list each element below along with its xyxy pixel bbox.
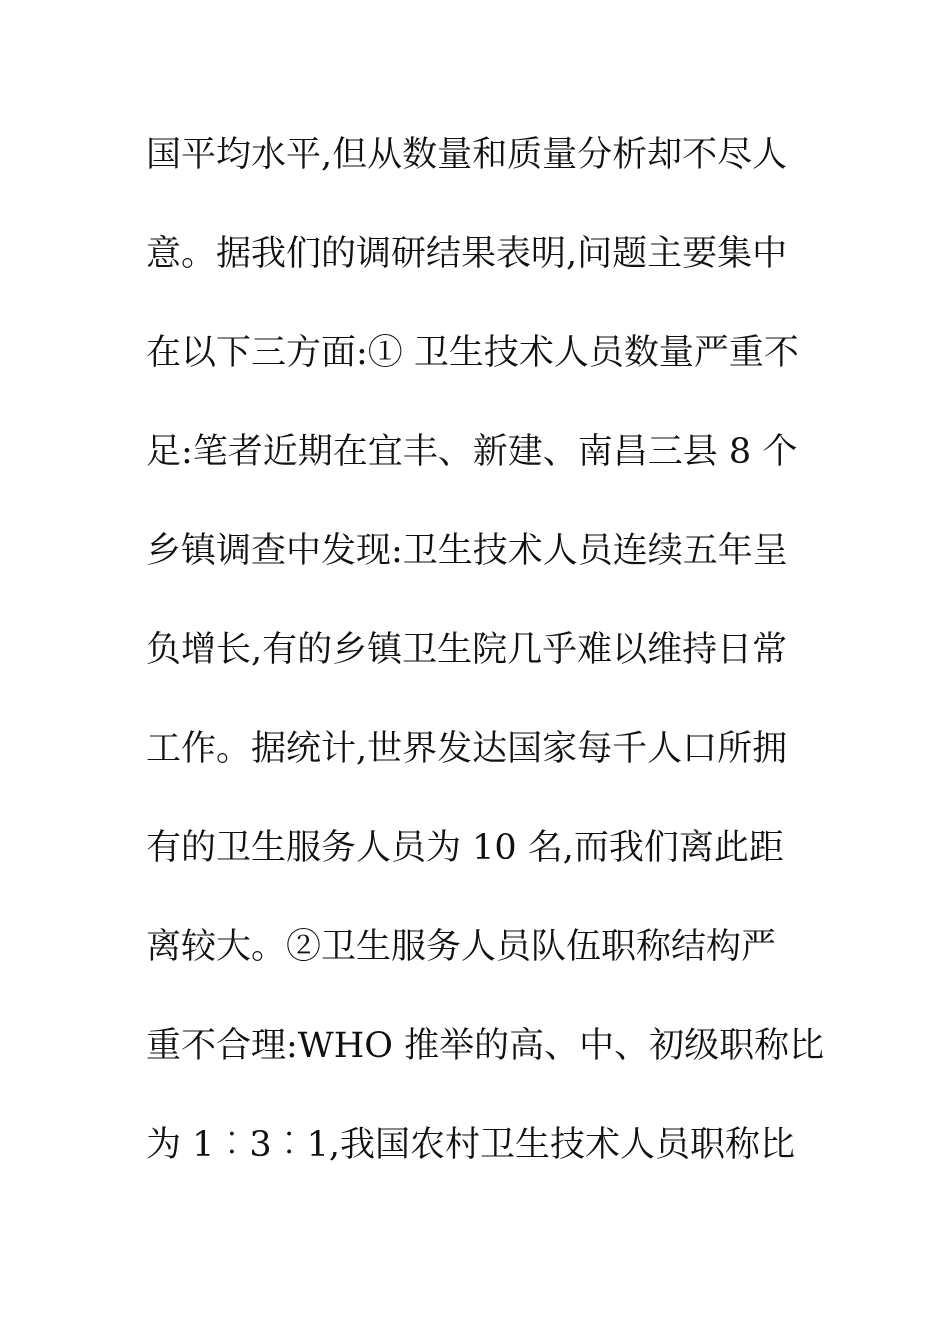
text-line-11: 为 1︰3︰1,我国农村卫生技术人员职称比	[146, 1125, 796, 1165]
text-line-3: 在以下三方面:① 卫生技术人员数量严重不	[146, 333, 799, 373]
text-line-4: 足:笔者近期在宜丰、新建、南昌三县 8 个	[146, 432, 798, 472]
text-line-7: 工作。据统计,世界发达国家每千人口所拥	[146, 729, 788, 769]
body-text	[146, 127, 826, 1216]
text-line-2: 意。据我们的调研结果表明,问题主要集中	[146, 234, 788, 274]
text-line-5: 乡镇调查中发现:卫生技术人员连续五年呈	[146, 531, 788, 571]
text-line-10: 重不合理:WHO 推举的高、中、初级职称比	[146, 1026, 825, 1066]
text-line-9: 离较大。②卫生服务人员队伍职称结构严	[146, 927, 777, 967]
text-line-1: 国平均水平,但从数量和质量分析却不尽人	[146, 135, 788, 175]
text-line-8: 有的卫生服务人员为 10 名,而我们离此距	[146, 828, 784, 868]
text-line-6: 负增长,有的乡镇卫生院几乎难以维持日常	[146, 630, 788, 670]
